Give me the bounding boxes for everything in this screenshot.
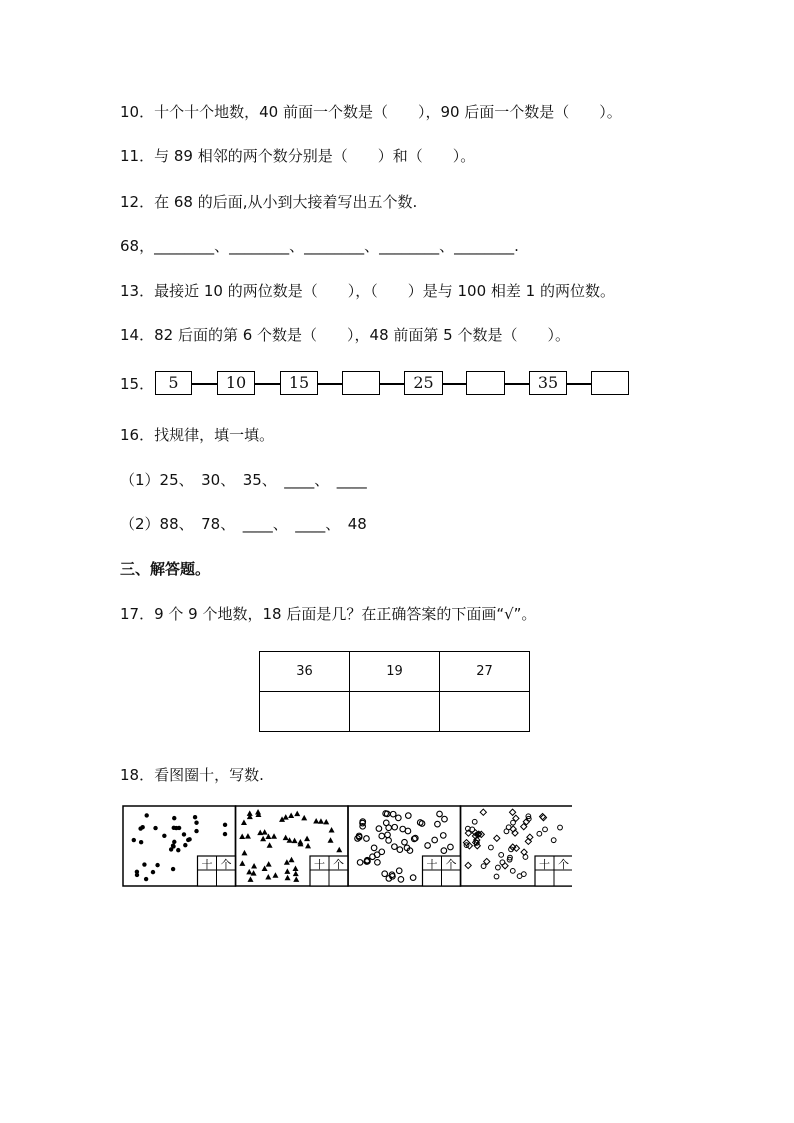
counting-item bbox=[292, 838, 298, 844]
counting-item bbox=[239, 833, 245, 839]
counting-item bbox=[494, 874, 499, 879]
counting-item bbox=[323, 819, 329, 825]
counting-item bbox=[255, 809, 261, 815]
counting-item bbox=[257, 830, 263, 836]
question-14: 14．82 后面的第 6 个数是（ ），48 前面第 5 个数是（ ）。 bbox=[120, 326, 570, 344]
counting-item bbox=[301, 815, 307, 821]
counting-item bbox=[499, 852, 504, 857]
counting-item bbox=[153, 826, 157, 830]
counting-item bbox=[481, 864, 486, 869]
counting-item bbox=[502, 863, 508, 869]
counting-item bbox=[132, 838, 136, 842]
counting-item bbox=[183, 843, 187, 847]
chain-box-blank bbox=[342, 371, 380, 395]
counting-item bbox=[472, 819, 477, 824]
counting-item bbox=[139, 840, 143, 844]
answer-cell[interactable] bbox=[260, 692, 350, 732]
counting-item bbox=[251, 870, 257, 876]
counting-item bbox=[172, 816, 176, 820]
counting-item bbox=[284, 868, 290, 874]
counting-item bbox=[396, 815, 402, 821]
counting-item bbox=[465, 862, 471, 868]
counting-item bbox=[397, 847, 403, 853]
counting-item bbox=[162, 834, 166, 838]
counting-item bbox=[375, 860, 381, 866]
counting-item bbox=[383, 820, 389, 826]
counting-item bbox=[406, 813, 412, 819]
counting-item bbox=[223, 832, 227, 836]
question-16-part-2: （2）88、 78、 ____、 ____、 48 bbox=[120, 515, 367, 533]
counting-item bbox=[292, 865, 298, 871]
counting-item bbox=[265, 874, 271, 880]
counting-item bbox=[245, 833, 251, 839]
counting-item bbox=[289, 857, 295, 863]
ones-label: 个 bbox=[220, 858, 232, 871]
counting-item bbox=[402, 839, 408, 845]
counting-item bbox=[551, 838, 556, 843]
counting-item bbox=[241, 820, 247, 826]
counting-item bbox=[511, 820, 516, 825]
tens-label: 十 bbox=[314, 858, 325, 871]
section-heading: 三、解答题。 bbox=[120, 560, 211, 578]
counting-item bbox=[135, 873, 139, 877]
counting-item bbox=[193, 815, 197, 819]
counting-item bbox=[304, 836, 310, 842]
counting-item bbox=[313, 818, 319, 824]
counting-item bbox=[336, 847, 342, 853]
question-12: 12．在 68 的后面,从小到大接着写出五个数. bbox=[120, 193, 418, 211]
answer-table bbox=[259, 651, 530, 732]
tens-label: 十 bbox=[539, 858, 550, 871]
counting-item bbox=[171, 867, 175, 871]
counting-item bbox=[392, 844, 398, 850]
counting-item bbox=[144, 877, 148, 881]
counting-item bbox=[504, 829, 509, 834]
counting-item bbox=[329, 827, 335, 833]
counting-item bbox=[392, 824, 398, 830]
question-15-label: 15． bbox=[120, 375, 155, 393]
counting-item bbox=[246, 869, 252, 875]
chain-connector bbox=[192, 383, 218, 385]
counting-item bbox=[371, 845, 377, 851]
counting-item bbox=[390, 811, 396, 817]
counting-item bbox=[376, 826, 382, 832]
tens-label: 十 bbox=[426, 858, 438, 871]
counting-item bbox=[558, 825, 563, 830]
counting-item bbox=[435, 821, 441, 827]
counting-item bbox=[169, 847, 173, 851]
counting-item bbox=[432, 837, 438, 843]
counting-item bbox=[271, 833, 277, 839]
counting-item bbox=[448, 844, 454, 850]
chain-box: 35 bbox=[529, 371, 567, 395]
counting-item bbox=[488, 845, 493, 850]
counting-item bbox=[294, 811, 300, 817]
counting-item bbox=[288, 813, 294, 819]
chain-box: 15 bbox=[280, 371, 318, 395]
chain-box: 10 bbox=[217, 371, 255, 395]
counting-item bbox=[480, 809, 486, 815]
counting-item bbox=[385, 832, 391, 838]
counting-item bbox=[151, 870, 155, 874]
counting-item bbox=[145, 813, 149, 817]
counting-item bbox=[247, 876, 253, 882]
answer-cell[interactable] bbox=[350, 692, 440, 732]
counting-item bbox=[251, 863, 257, 869]
counting-item bbox=[543, 827, 548, 832]
counting-item bbox=[285, 875, 291, 881]
option-cell: 36 bbox=[260, 652, 350, 692]
question-17: 17．9 个 9 个地数，18 后面是几？在正确答案的下面画“√”。 bbox=[120, 605, 537, 623]
question-10: 10．十个十个地数，40 前面一个数是（ ），90 后面一个数是（ ）。 bbox=[120, 103, 622, 121]
counting-item bbox=[379, 849, 385, 855]
chain-connector bbox=[379, 383, 405, 385]
counting-item bbox=[419, 821, 425, 827]
question-16: 16．找规律，填一填。 bbox=[120, 426, 275, 444]
question-18: 18．看图圈十，写数. bbox=[120, 766, 264, 784]
counting-item bbox=[386, 838, 392, 844]
question-12-blanks: 68，________、________、________、________、________. bbox=[120, 237, 519, 255]
counting-item bbox=[466, 843, 472, 849]
option-cell: 27 bbox=[440, 652, 530, 692]
counting-item bbox=[260, 836, 266, 842]
counting-item bbox=[494, 835, 500, 841]
question-13: 13．最接近 10 的两位数是（ ），（ ）是与 100 相差 1 的两位数。 bbox=[120, 282, 615, 300]
counting-item bbox=[283, 814, 289, 820]
counting-item bbox=[140, 825, 144, 829]
answer-cell[interactable] bbox=[440, 692, 530, 732]
chain-connector bbox=[317, 383, 343, 385]
counting-item bbox=[396, 868, 402, 874]
counting-item bbox=[305, 843, 311, 849]
chain-connector bbox=[566, 383, 592, 385]
counting-item bbox=[517, 874, 522, 879]
counting-item bbox=[509, 809, 515, 815]
counting-item bbox=[142, 862, 146, 866]
counting-item bbox=[171, 844, 175, 848]
counting-item bbox=[318, 818, 324, 824]
counting-item bbox=[283, 835, 289, 841]
counting-item bbox=[172, 840, 176, 844]
counting-item bbox=[405, 828, 411, 834]
counting-item bbox=[357, 860, 363, 866]
counting-item bbox=[272, 872, 278, 878]
counting-item bbox=[379, 833, 385, 839]
chain-connector bbox=[504, 383, 530, 385]
counting-item bbox=[437, 811, 443, 817]
ones-label: 个 bbox=[558, 858, 569, 871]
counting-item bbox=[441, 848, 447, 854]
counting-panels bbox=[122, 804, 572, 888]
chain-box-blank bbox=[591, 371, 629, 395]
counting-item bbox=[239, 860, 245, 866]
chain-connector bbox=[254, 383, 280, 385]
counting-item bbox=[382, 871, 388, 877]
question-11: 11．与 89 相邻的两个数分别是（ ）和（ ）。 bbox=[120, 147, 476, 165]
counting-item bbox=[364, 836, 370, 842]
number-chain bbox=[155, 371, 630, 397]
counting-item bbox=[293, 871, 299, 877]
counting-item bbox=[176, 848, 180, 852]
tens-label: 十 bbox=[201, 858, 213, 871]
chain-box-blank bbox=[466, 371, 505, 395]
chain-box: 25 bbox=[404, 371, 443, 395]
ones-label: 个 bbox=[445, 858, 457, 871]
counting-item bbox=[155, 863, 159, 867]
counting-item bbox=[267, 842, 273, 848]
counting-item bbox=[537, 831, 542, 836]
counting-item bbox=[182, 832, 186, 836]
counting-item bbox=[398, 877, 404, 883]
counting-item bbox=[440, 833, 446, 839]
counting-item bbox=[241, 850, 247, 856]
counting-item bbox=[442, 816, 448, 822]
counting-item bbox=[187, 837, 191, 841]
counting-item bbox=[293, 876, 299, 882]
counting-item bbox=[425, 843, 431, 849]
counting-item bbox=[266, 861, 272, 867]
counting-item bbox=[194, 829, 198, 833]
counting-item bbox=[194, 821, 198, 825]
counting-item bbox=[262, 829, 268, 835]
option-cell: 19 bbox=[350, 652, 440, 692]
question-16-part-1: （1）25、 30、 35、 ____、 ____ bbox=[120, 471, 367, 489]
counting-item bbox=[328, 837, 334, 843]
chain-box: 5 bbox=[155, 371, 192, 395]
counting-item bbox=[174, 826, 178, 830]
chain-connector bbox=[442, 383, 468, 385]
counting-item bbox=[510, 868, 515, 873]
counting-item bbox=[495, 865, 500, 870]
counting-item bbox=[509, 847, 514, 852]
counting-item bbox=[223, 823, 227, 827]
ones-label: 个 bbox=[333, 858, 344, 871]
counting-item bbox=[410, 875, 416, 881]
